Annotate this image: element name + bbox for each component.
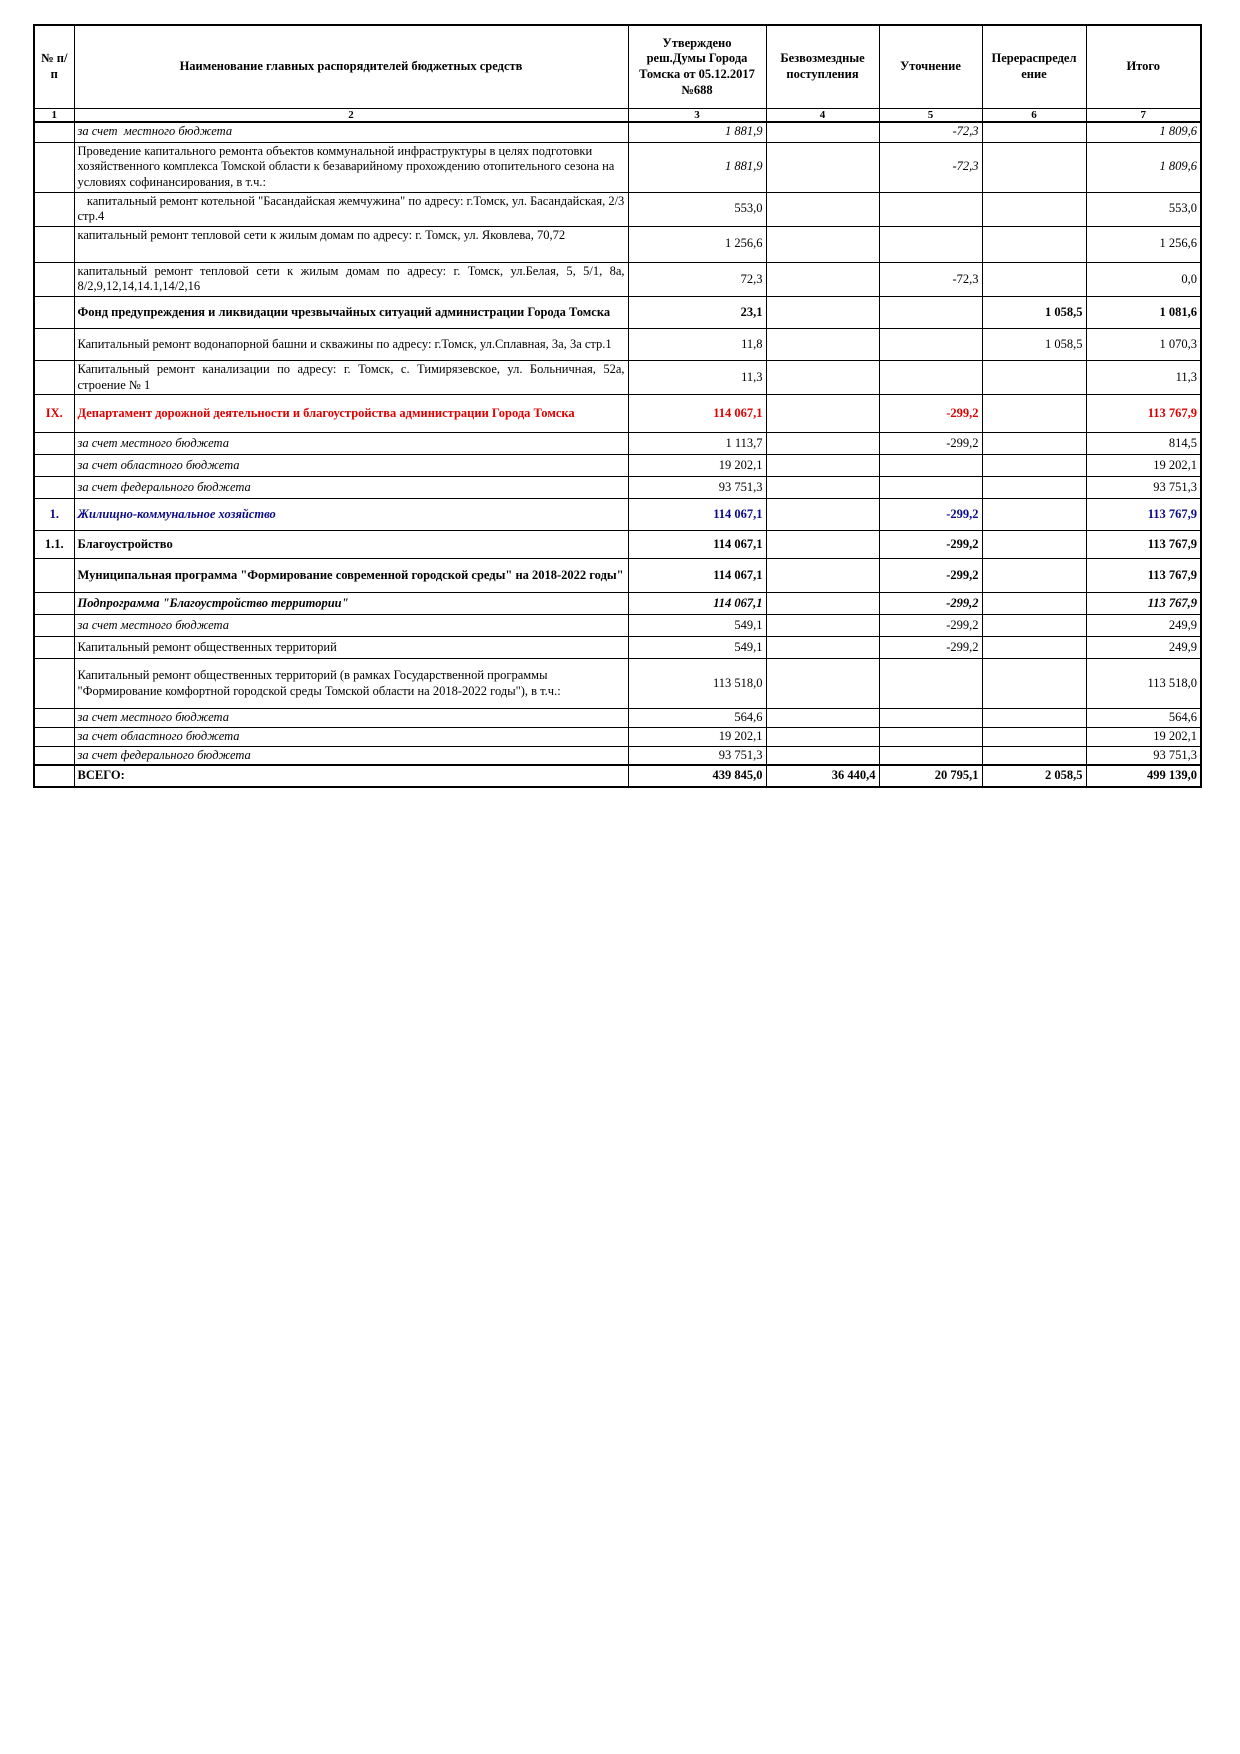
table-row [34,192,1201,226]
cell-no: 1. [34,499,74,531]
cell-grants [766,499,879,531]
header-grants: Безвозмездные поступления [766,25,879,109]
cell-total: 113 767,9 [1086,499,1201,531]
cell-approved: 1 113,7 [628,433,766,455]
cell-approved: 11,3 [628,361,766,395]
cell-name: Жилищно-коммунальное хозяйство [74,499,628,531]
cell-grants [766,297,879,329]
table-row [34,765,1201,787]
cell-approved: 564,6 [628,709,766,728]
cell-redistribution: 1 058,5 [982,297,1086,329]
table-row [34,709,1201,728]
cell-no [34,226,74,262]
cell-total: 553,0 [1086,192,1201,226]
cell-redistribution: 2 058,5 [982,765,1086,787]
cell-clarification [879,361,982,395]
cell-clarification: -299,2 [879,531,982,559]
cell-redistribution [982,709,1086,728]
cell-grants [766,709,879,728]
cell-name: ВСЕГО: [74,765,628,787]
cell-total: 19 202,1 [1086,455,1201,477]
cell-grants [766,142,879,192]
header-approved: Утверждено реш.Думы Города Томска от 05.12.2017 №688 [628,25,766,109]
cell-grants [766,727,879,746]
header-total: Итого [1086,25,1201,109]
cell-name: за счет областного бюджета [74,727,628,746]
cell-redistribution [982,499,1086,531]
cell-approved: 23,1 [628,297,766,329]
table-row [34,142,1201,192]
cell-clarification: -72,3 [879,262,982,296]
cell-no [34,262,74,296]
column-number: 2 [74,109,628,123]
table-row [34,477,1201,499]
cell-name: капитальный ремонт котельной "Басандайская жемчужина" по адресу: г.Томск, ул. Басандайская, 2/3 стр.4 [74,192,628,226]
cell-total: 1 081,6 [1086,297,1201,329]
cell-total: 249,9 [1086,637,1201,659]
table-row [34,499,1201,531]
table-row [34,615,1201,637]
cell-grants [766,746,879,765]
cell-clarification [879,455,982,477]
cell-grants [766,395,879,433]
cell-redistribution [982,746,1086,765]
cell-total: 113 767,9 [1086,559,1201,593]
cell-clarification [879,659,982,709]
cell-clarification: -299,2 [879,395,982,433]
cell-name: Капитальный ремонт канализации по адресу: г. Томск, с. Тимирязевское, ул. Больничная, 52а, строение № 1 [74,361,628,395]
table-row [34,455,1201,477]
cell-clarification: -299,2 [879,637,982,659]
cell-name: за счет федерального бюджета [74,746,628,765]
column-number: 1 [34,109,74,123]
cell-total: 1 809,6 [1086,122,1201,142]
cell-name: капитальный ремонт тепловой сети к жилым домам по адресу: г. Томск, ул. Яковлева, 70,72 [74,226,628,262]
cell-grants [766,361,879,395]
cell-grants [766,593,879,615]
cell-no [34,142,74,192]
cell-no [34,593,74,615]
cell-grants [766,455,879,477]
table-row [34,746,1201,765]
cell-redistribution [982,531,1086,559]
cell-clarification: -72,3 [879,122,982,142]
column-number: 7 [1086,109,1201,123]
cell-redistribution: 1 058,5 [982,329,1086,361]
cell-name: Подпрограмма "Благоустройство территории" [74,593,628,615]
cell-name: за счет местного бюджета [74,122,628,142]
cell-name: за счет местного бюджета [74,615,628,637]
table-row [34,659,1201,709]
cell-no [34,765,74,787]
cell-redistribution [982,659,1086,709]
cell-approved: 549,1 [628,615,766,637]
table-header [34,25,1201,122]
cell-name: за счет федерального бюджета [74,477,628,499]
cell-redistribution [982,433,1086,455]
cell-approved: 11,8 [628,329,766,361]
table-row [34,637,1201,659]
cell-name: капитальный ремонт тепловой сети к жилым домам по адресу: г. Томск, ул.Белая, 5, 5/1, 8а, 8/2,9,12,14,14.1,14/2,16 [74,262,628,296]
cell-grants [766,262,879,296]
cell-name: за счет местного бюджета [74,433,628,455]
cell-no: 1.1. [34,531,74,559]
cell-redistribution [982,262,1086,296]
cell-total: 113 518,0 [1086,659,1201,709]
cell-total: 0,0 [1086,262,1201,296]
cell-clarification [879,477,982,499]
table-row [34,559,1201,593]
header-no: № п/п [34,25,74,109]
cell-name: Благоустройство [74,531,628,559]
cell-grants [766,637,879,659]
cell-name: Капитальный ремонт общественных территорий [74,637,628,659]
table-row [34,122,1201,142]
cell-grants [766,615,879,637]
table-row [34,262,1201,296]
cell-redistribution [982,192,1086,226]
cell-grants [766,531,879,559]
cell-clarification [879,746,982,765]
cell-clarification: -299,2 [879,593,982,615]
table-row [34,727,1201,746]
cell-clarification [879,727,982,746]
cell-clarification: -299,2 [879,499,982,531]
cell-grants [766,226,879,262]
cell-redistribution [982,593,1086,615]
cell-no [34,455,74,477]
cell-clarification: -299,2 [879,559,982,593]
cell-redistribution [982,477,1086,499]
cell-approved: 72,3 [628,262,766,296]
cell-grants [766,192,879,226]
header-redistribution: Перераспредел ение [982,25,1086,109]
column-numbers-row [34,109,1201,123]
table-row [34,297,1201,329]
cell-no [34,329,74,361]
cell-approved: 19 202,1 [628,455,766,477]
cell-name: Проведение капитального ремонта объектов коммунальной инфраструктуры в целях подготовки хозяйственного комплекса Томской области к безаварийному прохождению отопительного сезона на условиях софинансирования, в т.ч.: [74,142,628,192]
table-row [34,329,1201,361]
budget-table [33,24,1202,788]
cell-name: за счет областного бюджета [74,455,628,477]
cell-clarification: -299,2 [879,615,982,637]
cell-name: Департамент дорожной деятельности и благоустройства администрации Города Томска [74,395,628,433]
table-body [34,122,1201,787]
cell-no [34,433,74,455]
cell-redistribution [982,361,1086,395]
cell-redistribution [982,615,1086,637]
cell-total: 11,3 [1086,361,1201,395]
cell-redistribution [982,395,1086,433]
cell-total: 93 751,3 [1086,746,1201,765]
cell-redistribution [982,559,1086,593]
table-row [34,395,1201,433]
cell-total: 113 767,9 [1086,531,1201,559]
cell-total: 1 809,6 [1086,142,1201,192]
cell-grants [766,433,879,455]
cell-clarification [879,329,982,361]
cell-approved: 553,0 [628,192,766,226]
cell-name: за счет местного бюджета [74,709,628,728]
cell-total: 564,6 [1086,709,1201,728]
table-row [34,531,1201,559]
cell-redistribution [982,226,1086,262]
cell-total: 499 139,0 [1086,765,1201,787]
cell-redistribution [982,727,1086,746]
cell-approved: 19 202,1 [628,727,766,746]
cell-grants [766,559,879,593]
cell-approved: 114 067,1 [628,499,766,531]
cell-no [34,361,74,395]
cell-grants [766,122,879,142]
cell-approved: 113 518,0 [628,659,766,709]
cell-clarification [879,192,982,226]
cell-no: IX. [34,395,74,433]
cell-clarification: -72,3 [879,142,982,192]
cell-redistribution [982,122,1086,142]
table-row [34,593,1201,615]
cell-approved: 114 067,1 [628,395,766,433]
cell-approved: 1 881,9 [628,142,766,192]
column-number: 5 [879,109,982,123]
cell-redistribution [982,455,1086,477]
cell-grants: 36 440,4 [766,765,879,787]
cell-approved: 1 256,6 [628,226,766,262]
cell-approved: 93 751,3 [628,746,766,765]
column-number: 4 [766,109,879,123]
cell-no [34,709,74,728]
cell-total: 113 767,9 [1086,395,1201,433]
cell-no [34,727,74,746]
cell-no [34,559,74,593]
cell-name: Капитальный ремонт водонапорной башни и скважины по адресу: г.Томск, ул.Сплавная, 3а, 3а стр.1 [74,329,628,361]
cell-grants [766,329,879,361]
cell-redistribution [982,142,1086,192]
cell-total: 93 751,3 [1086,477,1201,499]
header-row [34,25,1201,109]
cell-clarification [879,297,982,329]
cell-approved: 114 067,1 [628,559,766,593]
cell-approved: 549,1 [628,637,766,659]
cell-no [34,659,74,709]
cell-approved: 1 881,9 [628,122,766,142]
cell-redistribution [982,637,1086,659]
cell-no [34,297,74,329]
cell-clarification: -299,2 [879,433,982,455]
cell-total: 249,9 [1086,615,1201,637]
cell-no [34,122,74,142]
table-row [34,433,1201,455]
cell-approved: 93 751,3 [628,477,766,499]
cell-total: 1 256,6 [1086,226,1201,262]
cell-grants [766,477,879,499]
cell-total: 1 070,3 [1086,329,1201,361]
header-name: Наименование главных распорядителей бюджетных средств [74,25,628,109]
cell-clarification [879,226,982,262]
cell-approved: 114 067,1 [628,531,766,559]
cell-name: Муниципальная программа "Формирование современной городской среды" на 2018-2022 годы" [74,559,628,593]
header-clarification: Уточнение [879,25,982,109]
cell-approved: 114 067,1 [628,593,766,615]
cell-approved: 439 845,0 [628,765,766,787]
cell-no [34,192,74,226]
cell-clarification [879,709,982,728]
cell-name: Капитальный ремонт общественных территорий (в рамках Государственной программы "Формирование комфортной городской среды Томской области на 2018-2022 годы"), в т.ч.: [74,659,628,709]
cell-total: 814,5 [1086,433,1201,455]
cell-no [34,615,74,637]
cell-no [34,637,74,659]
cell-no [34,477,74,499]
table-row [34,361,1201,395]
cell-name: Фонд предупреждения и ликвидации чрезвычайных ситуаций администрации Города Томска [74,297,628,329]
column-number: 3 [628,109,766,123]
cell-no [34,746,74,765]
cell-grants [766,659,879,709]
cell-clarification: 20 795,1 [879,765,982,787]
cell-total: 19 202,1 [1086,727,1201,746]
cell-total: 113 767,9 [1086,593,1201,615]
table-row [34,226,1201,262]
column-number: 6 [982,109,1086,123]
